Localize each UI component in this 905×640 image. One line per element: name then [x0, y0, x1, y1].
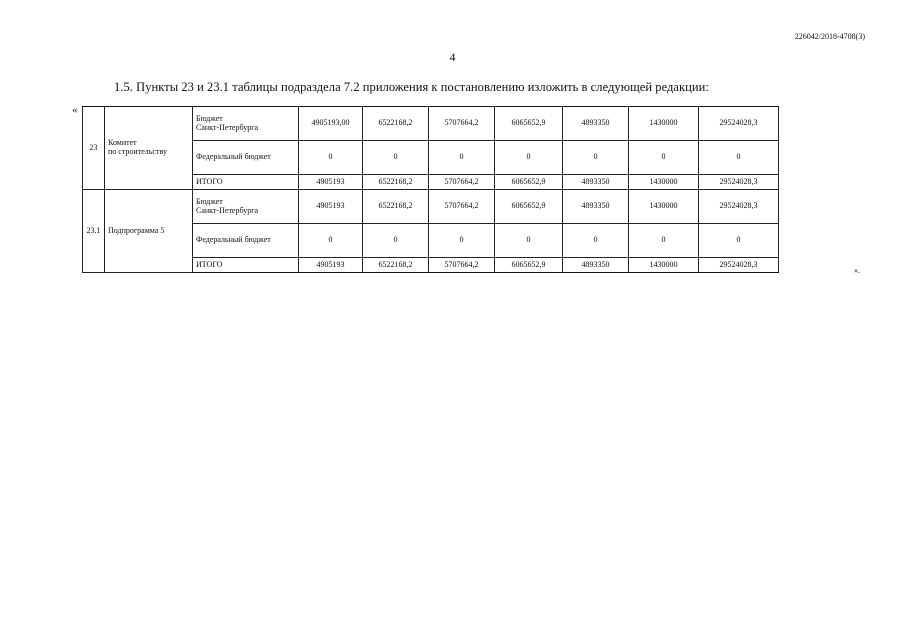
closing-quote: ». [854, 266, 860, 275]
value-cell: 5707664,2 [429, 190, 495, 224]
funding-source-line: Санкт-Петербурга [196, 122, 259, 132]
value-cell: 6065652,9 [495, 258, 563, 273]
value-cell: 4905193,00 [299, 107, 363, 141]
funding-source-line: Санкт-Петербурга [196, 205, 259, 215]
value-cell: 29524028,3 [699, 107, 779, 141]
value-cell: 0 [363, 224, 429, 258]
value-cell: 0 [563, 141, 629, 175]
funding-source-line: Бюджет [196, 113, 223, 123]
value-cell: 0 [629, 141, 699, 175]
value-cell: 0 [429, 141, 495, 175]
value-cell: 6522168,2 [363, 190, 429, 224]
value-cell: 6522168,2 [363, 258, 429, 273]
value-cell: 1430000 [629, 190, 699, 224]
value-cell: 0 [429, 224, 495, 258]
table-row [83, 107, 779, 141]
funding-source [193, 107, 299, 141]
value-cell: 0 [299, 141, 363, 175]
document-number: 226042/2018-4708(3) [794, 32, 865, 41]
value-cell: 29524028,3 [699, 175, 779, 190]
value-cell: 1430000 [629, 258, 699, 273]
funding-source: Федеральный бюджет [193, 141, 299, 175]
value-cell: 5707664,2 [429, 107, 495, 141]
value-cell: 4893350 [563, 107, 629, 141]
value-cell: 0 [299, 224, 363, 258]
value-cell: 4893350 [563, 258, 629, 273]
item-name-line: по строительству [108, 147, 167, 156]
value-cell: 6522168,2 [363, 175, 429, 190]
value-cell: 0 [495, 141, 563, 175]
value-cell: 0 [563, 224, 629, 258]
intro-paragraph: 1.5. Пункты 23 и 23.1 таблицы подраздела 7.2 приложения к постановлению изложить в следующей редакции: [114, 80, 709, 94]
value-cell: 4905193 [299, 190, 363, 224]
funding-source: Федеральный бюджет [193, 224, 299, 258]
item-name-line: Комитет [108, 138, 137, 148]
item-name-line: Подпрограмма 5 [108, 225, 165, 235]
value-cell: 4905193 [299, 175, 363, 190]
value-cell: 6065652,9 [495, 107, 563, 141]
value-cell: 29524028,3 [699, 258, 779, 273]
value-cell: 0 [699, 224, 779, 258]
value-cell: 5707664,2 [429, 258, 495, 273]
budget-table [82, 106, 779, 273]
value-cell: 1430000 [629, 175, 699, 190]
value-cell: 6065652,9 [495, 175, 563, 190]
value-cell: 0 [699, 141, 779, 175]
value-cell: 4893350 [563, 190, 629, 224]
value-cell: 6522168,2 [363, 107, 429, 141]
value-cell: 4893350 [563, 175, 629, 190]
funding-source: ИТОГО [193, 175, 299, 190]
value-cell: 0 [629, 224, 699, 258]
value-cell: 6065652,9 [495, 190, 563, 224]
item-number: 23 [83, 107, 105, 190]
value-cell: 0 [363, 141, 429, 175]
value-cell: 29524028,3 [699, 190, 779, 224]
item-name [105, 190, 193, 273]
value-cell: 1430000 [629, 107, 699, 141]
item-number: 23.1 [83, 190, 105, 273]
value-cell: 5707664,2 [429, 175, 495, 190]
page-number: 4 [449, 50, 456, 64]
funding-source-line: Бюджет [196, 196, 223, 206]
funding-source: ИТОГО [193, 258, 299, 273]
item-name [105, 107, 193, 190]
opening-quote: « [72, 104, 78, 116]
value-cell: 4905193 [299, 258, 363, 273]
table-row [83, 190, 779, 224]
value-cell: 0 [495, 224, 563, 258]
funding-source [193, 190, 299, 224]
